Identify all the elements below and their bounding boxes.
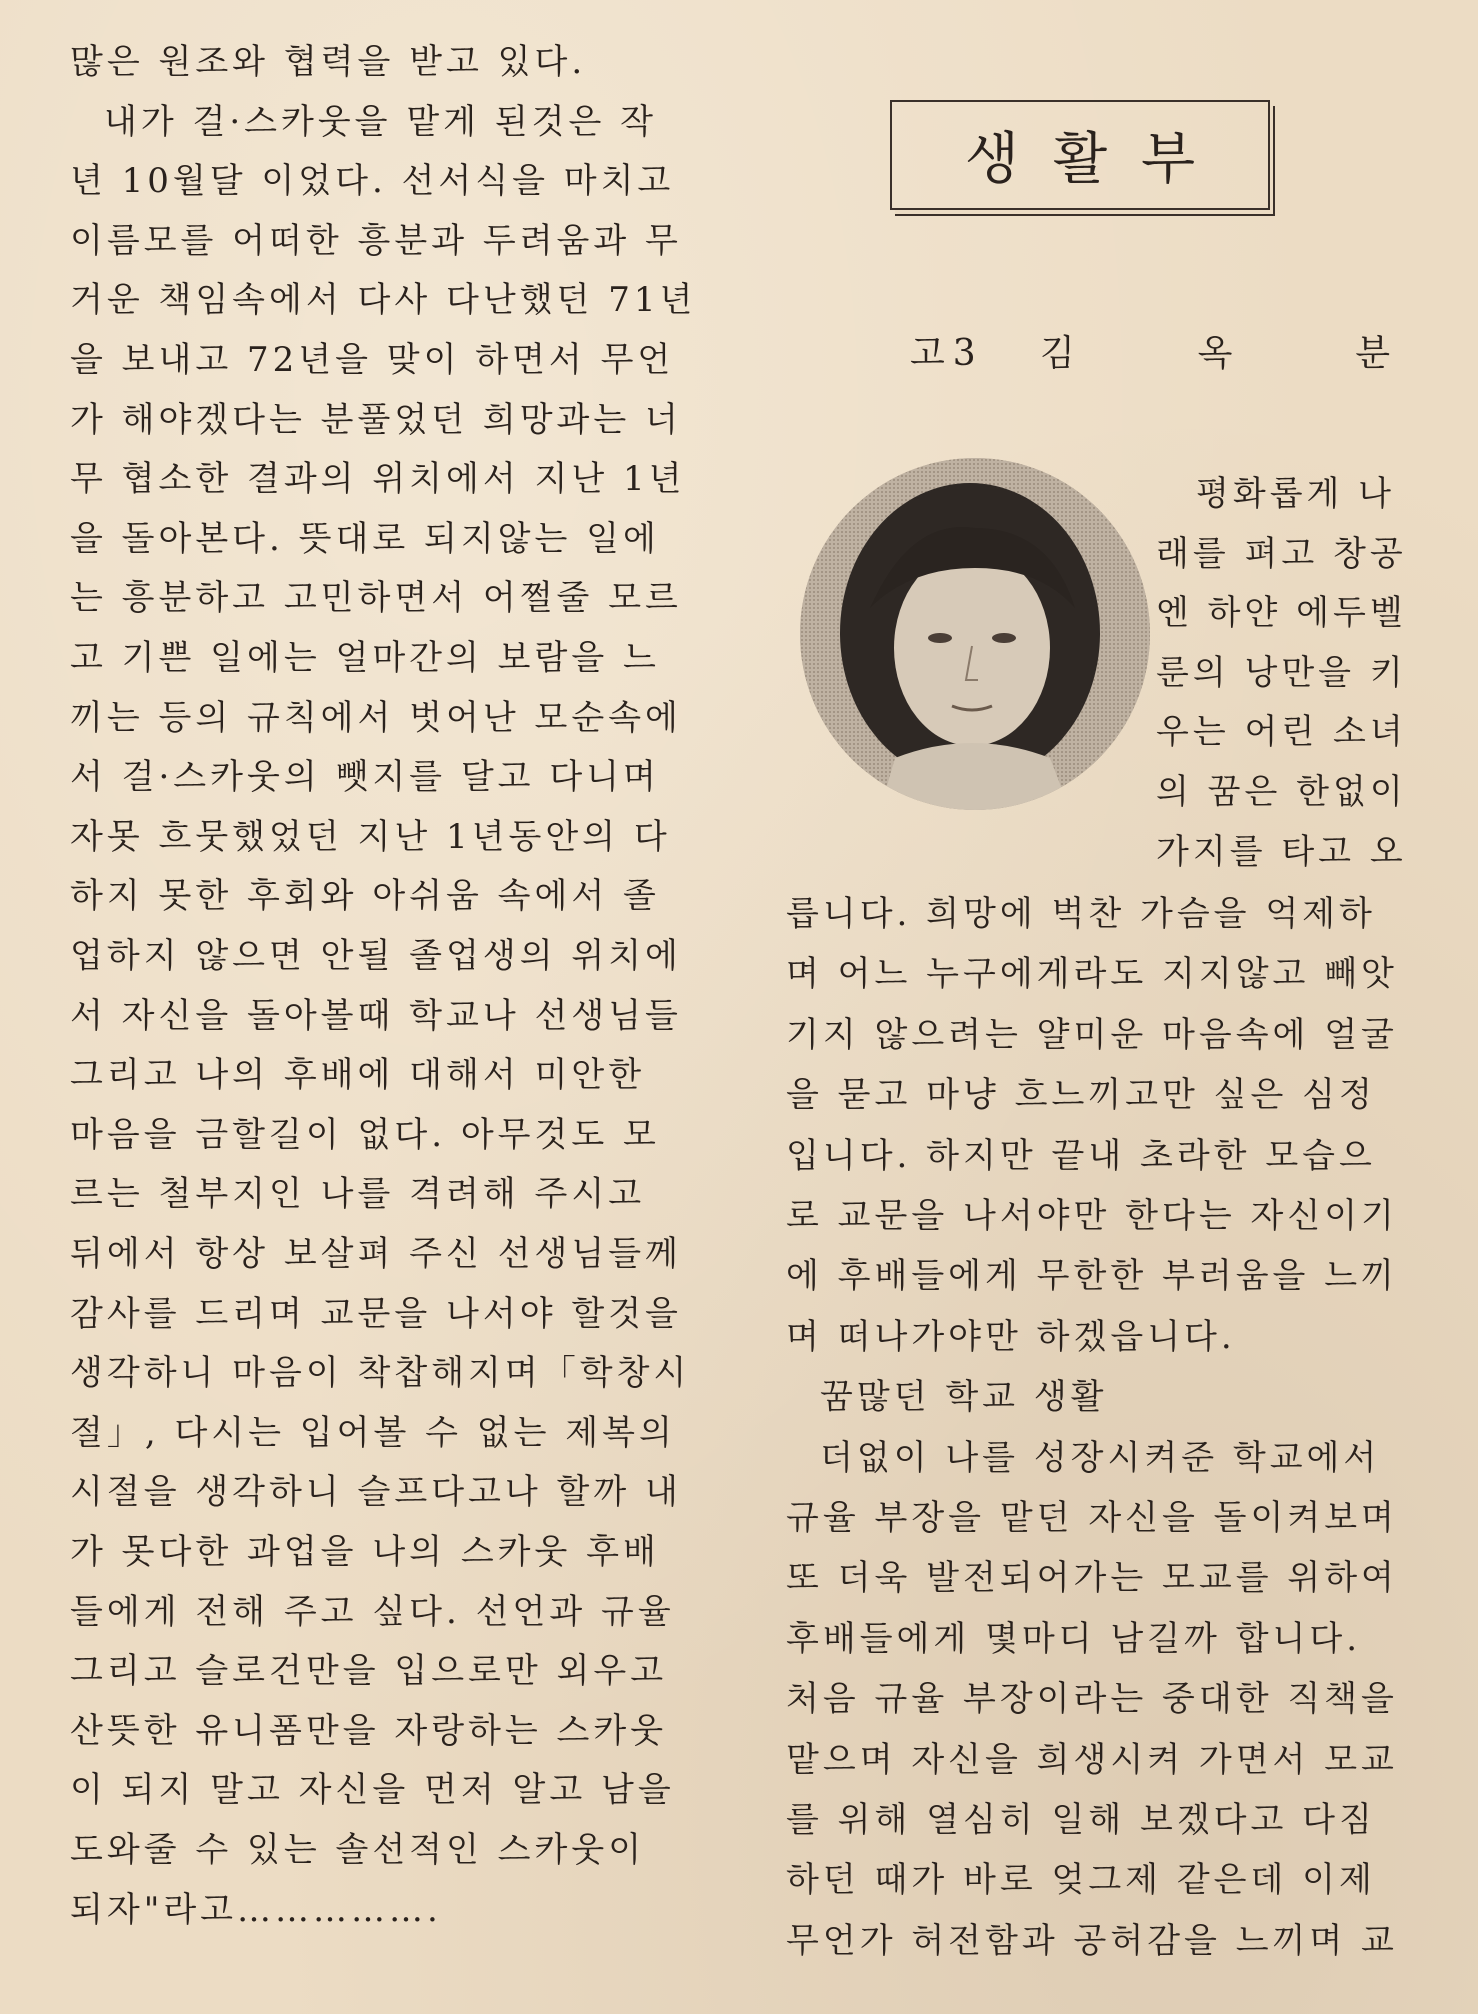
text-line: 을 보내고 72년을 맞이 하면서 무언 <box>70 340 675 380</box>
text-line: 절」, 다시는 입어볼 수 없는 제복의 <box>70 1412 676 1453</box>
text-line: 는 흥분하고 고민하면서 어쩔줄 모르 <box>70 578 682 619</box>
author-line <box>910 320 1390 380</box>
text-line: 이 되지 말고 자신을 먼저 알고 남을 <box>70 1770 675 1811</box>
text-line: 이름모를 어떠한 흥분과 두려움과 무 <box>70 220 682 261</box>
text-line: 르는 철부지인 나를 격려해 주시고 <box>70 1174 646 1215</box>
text-line: 년 10월달 이었다. 선서식을 마치고 <box>70 161 675 202</box>
text-line: 끼는 등의 규칙에서 벗어난 모순속에 <box>70 697 682 738</box>
section-title-box <box>890 100 1270 210</box>
text-line: 거운 책임속에서 다사 다난했던 71년 <box>70 280 697 321</box>
text-line: 며 떠나가야만 하겠읍니다. <box>786 1316 1236 1357</box>
text-line: 많은 원조와 협력을 받고 있다. <box>70 42 587 82</box>
text-line: 꿈많던 학교 생활 <box>820 1377 1108 1418</box>
text-line: 업하지 않으면 안될 졸업생의 위치에 <box>70 936 682 976</box>
text-line: 시절을 생각하니 슬프다고나 할까 내 <box>70 1472 682 1513</box>
text-line: 를 위해 열심히 일해 보겠다고 다짐 <box>786 1800 1376 1840</box>
portrait-photo <box>800 458 1150 810</box>
text-line: 엔 하얀 에두벨 <box>1156 593 1407 634</box>
author-name-char: 김 <box>1040 332 1075 374</box>
text-line: 입니다. 하지만 끝내 초라한 모습으 <box>786 1135 1376 1176</box>
text-line: 그리고 나의 후배에 대해서 미안한 <box>70 1055 646 1096</box>
text-line: 며 어느 누구에게라도 지지않고 빼앗 <box>786 954 1398 995</box>
text-line: 가지를 타고 오 <box>1156 831 1407 872</box>
text-line: 가 해야겠다는 분풀었던 희망과는 너 <box>70 399 682 440</box>
text-line: 자못 흐뭇했었던 지난 1년동안의 다 <box>70 816 671 857</box>
text-line: 더없이 나를 성장시켜준 학교에서 <box>820 1437 1381 1478</box>
text-line: 에 후배들에게 무한한 부러움을 느끼 <box>786 1256 1398 1297</box>
author-name-char: 옥 <box>1197 332 1233 374</box>
text-line: 마음을 금할길이 없다. 아무것도 모 <box>70 1114 660 1155</box>
section-title: 생활부 <box>964 127 1230 192</box>
text-line: 로 교문을 나서야만 한다는 자신이기 <box>786 1196 1398 1236</box>
text-line: 되자"라고……………. <box>70 1889 442 1930</box>
text-line: 서 걸·스카웃의 뺏지를 달고 다니며 <box>70 757 660 798</box>
text-line: 을 돌아본다. 뜻대로 되지않는 일에 <box>70 518 660 559</box>
text-line: 맡으며 자신을 희생시켜 가면서 모교 <box>786 1739 1398 1780</box>
text-line: 뒤에서 항상 보살펴 주신 선생님들께 <box>70 1234 682 1274</box>
text-line: 또 더욱 발전되어가는 모교를 위하여 <box>786 1558 1398 1599</box>
text-line: 들에게 전해 주고 싶다. 선언과 규율 <box>70 1591 675 1632</box>
text-line: 을 묻고 마냥 흐느끼고만 싶은 심정 <box>786 1075 1376 1116</box>
author-grade: 고3 <box>910 332 984 374</box>
text-line: 처음 규율 부장이라는 중대한 직책을 <box>786 1679 1398 1720</box>
text-line: 가 못다한 과업을 나의 스카웃 후배 <box>70 1532 660 1572</box>
portrait-photo-icon <box>800 458 1150 810</box>
text-line: 하던 때가 바로 엊그제 같은데 이제 <box>786 1860 1376 1901</box>
text-line: 그리고 슬로건만을 입으로만 외우고 <box>70 1651 668 1692</box>
text-line: 생각하니 마음이 착찹해지며「학창시 <box>70 1353 691 1394</box>
author-name <box>1040 325 1390 376</box>
text-line: 내가 걸·스카웃을 맡게 된것은 작 <box>104 101 658 142</box>
text-line: 도와줄 수 있는 솔선적인 스카웃이 <box>70 1830 646 1870</box>
text-line: 감사를 드리며 교문을 나서야 할것을 <box>70 1293 682 1334</box>
text-line: 산뜻한 유니폼만을 자랑하는 스카웃 <box>70 1710 668 1751</box>
author-name-char: 분 <box>1355 332 1390 374</box>
text-line: 래를 펴고 창공 <box>1156 533 1407 574</box>
text-line: 기지 않으려는 얄미운 마음속에 얼굴 <box>786 1014 1398 1055</box>
text-line: 무 협소한 결과의 위치에서 지난 1년 <box>70 459 686 500</box>
text-line: 서 자신을 돌아볼때 학교나 선생님들 <box>70 995 682 1036</box>
text-line: 하지 못한 후회와 아쉬움 속에서 졸 <box>70 876 660 917</box>
text-line: 의 꿈은 한없이 <box>1156 772 1407 812</box>
text-line: 고 기쁜 일에는 얼마간의 보람을 느 <box>70 638 660 678</box>
text-line: 무언가 허전함과 공허감을 느끼며 교 <box>786 1920 1398 1961</box>
text-line: 우는 어린 소녀 <box>1156 712 1407 753</box>
text-line: 룬의 낭만을 키 <box>1156 652 1407 693</box>
text-line: 릅니다. 희망에 벅찬 가슴을 억제하 <box>786 894 1376 934</box>
text-line: 평화롭게 나 <box>1196 474 1396 514</box>
text-line: 후배들에게 몇마디 남길까 합니다. <box>786 1618 1362 1659</box>
text-line: 규율 부장을 맡던 자신을 돌이켜보며 <box>786 1498 1398 1538</box>
